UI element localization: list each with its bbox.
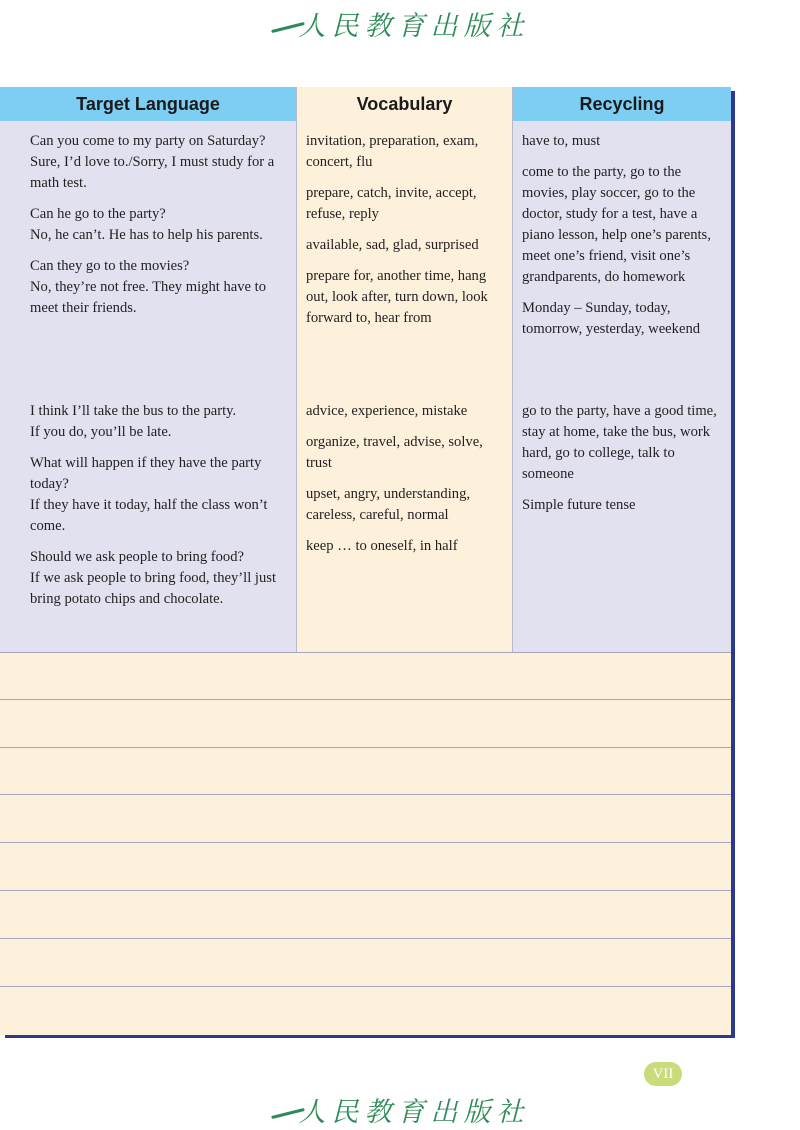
ruled-line [0, 938, 731, 939]
publisher-logo [0, 1090, 800, 1129]
row2-target-language [0, 391, 296, 652]
publisher-logo [0, 4, 800, 43]
page-number-badge: VII [644, 1062, 682, 1086]
ruled-line [0, 986, 731, 987]
target-language-item: Can he go to the party? No, he can’t. He has to help his parents. [30, 206, 263, 243]
recycling-item: go to the party, have a good time, stay at home, take the bus, work hard, go to college, talk to someone [522, 403, 717, 482]
row2-recycling [513, 391, 731, 652]
vocabulary-item: prepare for, another time, hang out, look after, turn down, look forward to, hear from [306, 268, 488, 326]
row1-vocabulary [296, 121, 513, 391]
row1-recycling [513, 121, 731, 391]
header-vocabulary: Vocabulary [296, 87, 513, 121]
recycling-item: come to the party, go to the movies, play soccer, go to the doctor, study for a test, have a piano lesson, help one’s parents, meet one’s friend, visit one’s grandparents, do homework [522, 164, 711, 285]
publisher-logo-text: 人民教育出版社 [298, 11, 530, 42]
target-language-item: Can they go to the movies? No, they’re not free. They might have to meet their friends. [30, 258, 266, 316]
ruled-line [0, 747, 731, 748]
header-recycling: Recycling [513, 87, 731, 121]
ruled-line [0, 890, 731, 891]
ruled-line [0, 794, 731, 795]
target-language-item: Should we ask people to bring food? If we ask people to bring food, they’ll just bring potato chips and chocolate. [30, 549, 277, 607]
target-language-item: Can you come to my party on Saturday? Sure, I’d love to./Sorry, I must study for a math test. [30, 133, 275, 191]
language-table [0, 87, 731, 1035]
vocabulary-item: invitation, preparation, exam, concert, flu [306, 133, 479, 170]
vocabulary-item: keep … to oneself, in half [306, 538, 458, 554]
row2-vocabulary [296, 391, 513, 652]
target-language-item: I think I’ll take the bus to the party. If you do, you’ll be late. [30, 403, 237, 440]
ruled-line [0, 842, 731, 843]
ruled-line [0, 699, 731, 700]
vocabulary-item: organize, travel, advise, solve, trust [306, 434, 483, 471]
row1-target-language [0, 121, 296, 391]
blank-ruled-area [0, 652, 731, 1035]
ruled-line [0, 652, 731, 653]
vocabulary-item: advice, experience, mistake [306, 403, 468, 419]
header-target-language: Target Language [0, 87, 296, 121]
vocabulary-item: available, sad, glad, surprised [306, 237, 479, 253]
vocabulary-item: upset, angry, understanding, careless, careful, normal [306, 486, 471, 523]
target-language-item: What will happen if they have the party today? If they have it today, half the class won’t come. [30, 455, 268, 534]
recycling-item: Monday – Sunday, today, tomorrow, yesterday, weekend [522, 300, 701, 337]
publisher-logo-text: 人民教育出版社 [298, 1097, 530, 1128]
recycling-item: have to, must [522, 133, 601, 149]
vocabulary-item: prepare, catch, invite, accept, refuse, reply [306, 185, 477, 222]
recycling-item: Simple future tense [522, 497, 636, 513]
